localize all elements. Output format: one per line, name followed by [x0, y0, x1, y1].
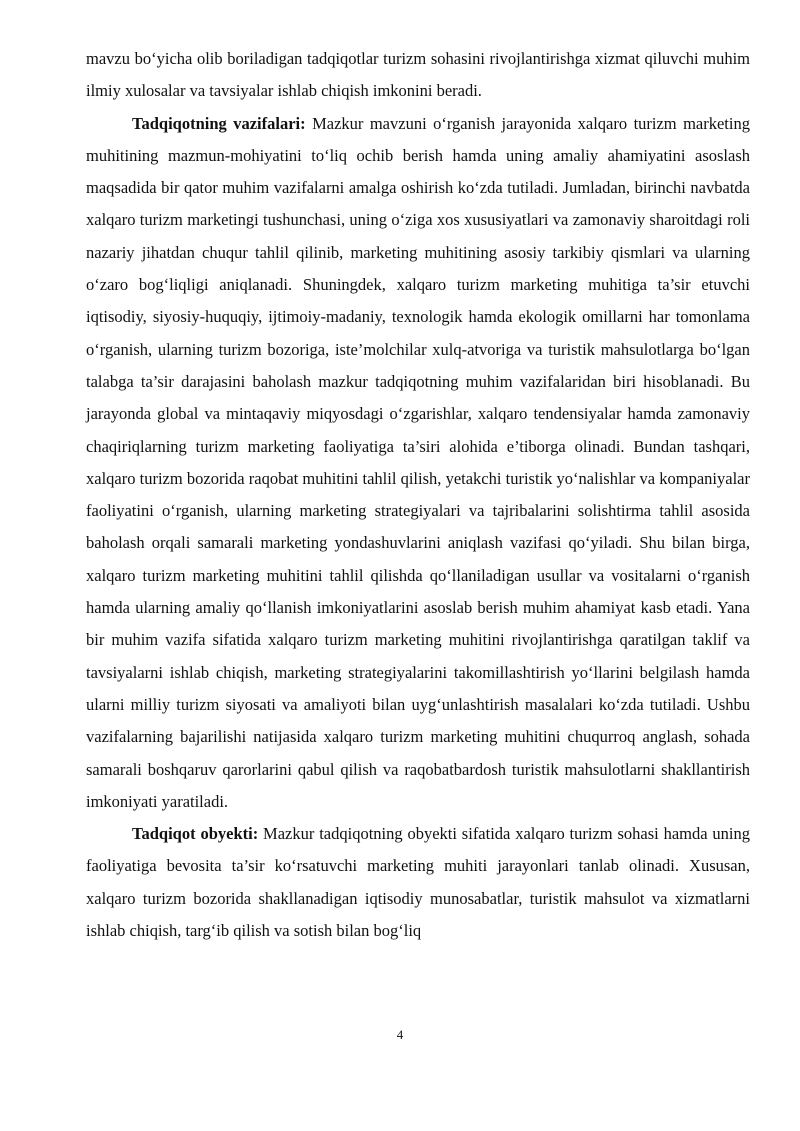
document-page	[86, 43, 750, 947]
paragraph-research-tasks	[86, 108, 750, 819]
paragraph-research-object	[86, 818, 750, 947]
page-number: 4	[396, 1027, 404, 1042]
research-object-heading: Tadqiqot obyekti:	[132, 824, 259, 844]
research-object-text: Mazkur tadqiqotning obyekti sifatida xalqaro turizm sohasi hamda uning faoliyatiga bevosita ta’sir ko‘rsatuvchi marketing muhiti jarayonlari tanlab olinadi. Xususan, xalqaro turizm bozorida shakllanadigan iqtisodiy munosabatlar, turistik mahsulot va xizmatlarni ishlab chiqish, targ‘ib qilish va sotish bilan bog‘liq	[86, 824, 750, 941]
paragraph-intro-continuation: mavzu bo‘yicha olib boriladigan tadqiqotlar turizm sohasini rivojlantirishga xizmat qiluvchi muhim ilmiy xulosalar va tavsiyalar ishlab chiqish imkonini beradi.	[86, 49, 750, 101]
research-tasks-heading: Tadqiqotning vazifalari:	[132, 113, 306, 133]
research-tasks-text: Mazkur mavzuni o‘rganish jarayonida xalqaro turizm marketing muhitining mazmun-mohiyatini to‘liq ochib berish hamda uning amaliy ahamiyatini asoslash maqsadida bir qator muhim vazifalarni amalga oshirish ko‘zda tutiladi. Jumladan, birinchi navbatda xalqaro turizm marketingi tushunchasi, uning o‘ziga xos xususiyatlari va zamonaviy sharoitdagi roli nazariy jihatdan chuqur tahlil qilinib, marketing muhitining asosiy tarkibiy qismlari va ularning o‘zaro bog‘liqligi aniqlanadi. Shuningdek, xalqaro turizm marketing muhitiga ta’sir etuvchi iqtisodiy, siyosiy-huquqiy, ijtimoiy-madaniy, texnologik hamda ekologik omillarni har tomonlama o‘rganish, ularning turizm bozoriga, iste’molchilar xulq-atvoriga va turistik mahsulotlarga bo‘lgan talabga ta’sir darajasini baholash mazkur tadqiqotning muhim vazifalaridan biri hisoblanadi. Bu jarayonda global va mintaqaviy miqyosdagi o‘zgarishlar, xalqaro tendensiyalar hamda zamonaviy chaqiriqlarning turizm marketing faoliyatiga ta’siri alohida e’tiborga olinadi. Bundan tashqari, xalqaro turizm bozorida raqobat muhitini tahlil qilish, yetakchi turistik yo‘nalishlar va kompaniyalar faoliyatini o‘rganish, ularning marketing strategiyalari va tajribalarini solishtirma tahlil asosida baholash orqali samarali marketing yondashuvlarini aniqlash vazifasi qo‘yiladi. Shu bilan birga, xalqaro turizm marketing muhitini tahlil qilishda qo‘llaniladigan usullar va vositalarni o‘rganish hamda ularning amaliy qo‘llanish imkoniyatlarini asoslab berish muhim ahamiyat kasb etadi. Yana bir muhim vazifa sifatida xalqaro turizm marketing muhitini rivojlantirishga qaratilgan taklif va tavsiyalarni ishlab chiqish, marketing strategiyalarini takomillashtirish yo‘llarini belgilash hamda ularni milliy turizm siyosati va amaliyoti bilan uyg‘unlashtirish masalalari ko‘zda tutiladi. Ushbu vazifalarning bajarilishi natijasida xalqaro turizm marketing muhitini chuqurroq anglash, sohada samarali boshqaruv qarorlarini qabul qilish va raqobatbardosh turistik mahsulotlarni shakllantirish imkoniyati yaratiladi.	[86, 113, 750, 811]
